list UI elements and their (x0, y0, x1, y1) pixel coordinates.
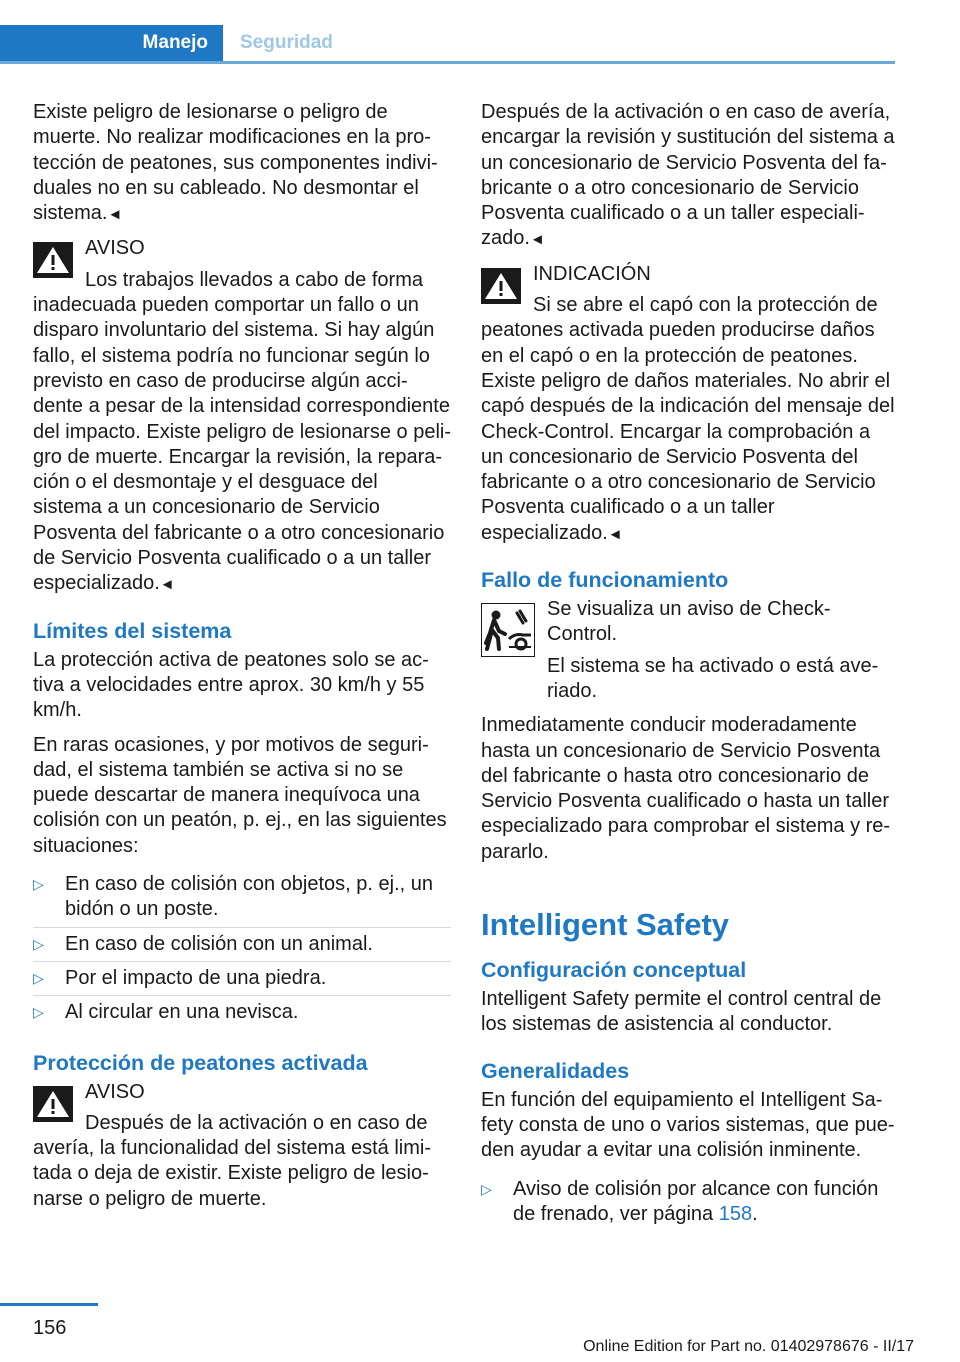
note-block (481, 262, 896, 547)
list-item (33, 868, 451, 928)
warning-title: AVISO (85, 237, 145, 260)
tab-seguridad[interactable]: Seguridad (240, 32, 333, 53)
note-title: INDICACIÓN (533, 262, 651, 285)
pedestrian-protection-icon (481, 603, 535, 657)
section-tabbar (0, 25, 895, 64)
end-marker: ◄ (107, 206, 123, 224)
warning-triangle-icon (33, 1086, 73, 1122)
heading-system-limits: Límites del sistema (33, 618, 232, 643)
heading-general: Generalidades (481, 1058, 630, 1083)
limits-paragraph-1: La protección activa de peatones solo se activa a velocidades entre aprox. 30 km/h y 55 km/h. (33, 648, 429, 722)
malfunction-line-1: Se visualiza un aviso de Check-Control. (547, 598, 831, 646)
note-body (481, 293, 896, 547)
limits-paragraph-2: En raras ocasiones, y por motivos de seguridad, el sistema también se activa si no se puede descartar de manera inequívoca una colisión con un peatón, p. ej., en las siguientes situaciones: (33, 733, 447, 857)
warning-body: Después de la activación o en caso de avería, la funcionalidad del sistema está limitada o deja de existir. Existe peligro de lesionarse o peligro de muerte. (33, 1111, 431, 1210)
concept-paragraph: Intelligent Safety permite el control central de los sistemas de asistencia al conductor. (481, 988, 882, 1036)
bullet-triangle-icon: ▷ (481, 1180, 492, 1197)
list-item-text: Por el impacto de una piedra. (65, 966, 327, 989)
intro-paragraph (33, 100, 451, 227)
bullet-triangle-icon: ▷ (33, 876, 44, 893)
page-link[interactable]: 158 (718, 1202, 753, 1225)
bullet-triangle-icon: ▷ (33, 969, 44, 986)
warning-triangle-icon (33, 242, 73, 278)
tab-manejo[interactable]: Manejo (0, 25, 223, 61)
note-body-text: Si se abre el capó con la protección de peatones activada pueden producirse daños en el capó o en la protección de peatones. Existe peligro de daños materiales. No abrir el capó después de la indicación del mensaje del Check-Control. Encargar la comprobación a un concesionario de Servicio Posventa del fabricante o a otro concesionario de Servicio Posventa cualificado o a un taller especializado. (481, 294, 895, 544)
right-column (481, 100, 896, 1240)
heading-concept: Configuración conceptual (481, 958, 747, 983)
warning-block-1 (33, 236, 451, 597)
list-item (33, 962, 451, 996)
bullet-triangle-icon: ▷ (33, 1004, 44, 1021)
malfunction-line-2: El sistema se ha activado o está averiado. (547, 654, 879, 702)
warning-body-text: Los trabajos llevados a cabo de forma inadecuada pueden comportar un fallo o un disparo involuntario del sistema. Si hay algún fallo, el sistema podría no funcionar según lo previsto en caso de producirse algún accidente a pesar de la intensidad correspondiente del impacto. Existe peligro de lesionarse o peligro de muerte. Encargar la revisión, la reparación o el desmontaje y el desguace del sistema a un concesionario de Servicio Posventa del fabricante o a otro concesionario de Servicio Posventa cualificado o a un taller especializado. (33, 268, 452, 595)
malfunction-block (481, 597, 896, 704)
end-marker: ◄ (159, 576, 175, 594)
page-number: 156 (33, 1317, 67, 1339)
list-item (33, 928, 451, 962)
list-item-period: . (752, 1202, 758, 1225)
list-item-text: Aviso de colisión por alcance con función de frenado, ver página (513, 1177, 879, 1225)
warning-title: AVISO (85, 1080, 145, 1103)
list-item (33, 996, 451, 1029)
end-marker: ◄ (607, 525, 623, 543)
systems-list (481, 1173, 896, 1232)
heading-pedestrian-protection-activated: Protección de peatones activada (33, 1050, 368, 1075)
list-item-text: Al circular en una nevisca. (65, 1001, 299, 1024)
list-item-text: En caso de colisión con un animal. (65, 932, 373, 955)
list-item-text: En caso de colisión con objetos, p. ej., un bidón o un poste. (65, 873, 434, 921)
heading-intelligent-safety: Intelligent Safety (481, 907, 730, 943)
continuation-paragraph (481, 100, 896, 253)
left-column (33, 100, 451, 1221)
malfunction-paragraph: Inmediatamente conducir moderadamente hasta un concesionario de Servicio Posventa del fabricante o hasta otro concesionario de Servicio Posventa cualificado o hasta un taller especializado para comprobar el sistema y repararlo. (481, 714, 891, 863)
bullet-triangle-icon: ▷ (33, 935, 44, 952)
warning-triangle-icon (481, 268, 521, 304)
continuation-text: Después de la activación o en caso de avería, encargar la revisión y sustitución del sistema a un concesionario de Servicio Posventa del fabricante o a otro concesionario de Servicio Posventa cualificado o a un taller especializado. (481, 101, 895, 250)
intro-text: Existe peligro de lesionarse o peligro de muerte. No realizar modificaciones en la protección de peatones, sus componentes individuales no en su cableado. No desmontar el sistema. (33, 101, 438, 225)
warning-block-2 (33, 1080, 451, 1212)
general-paragraph: En función del equipamiento el Intelligent Safety consta de uno o varios sistemas, que pueden ayudar a evitar una colisión inminente. (481, 1088, 895, 1162)
situations-list (33, 868, 451, 1029)
edition-text: Online Edition for Part no. 01402978676 - II/17 (583, 1338, 914, 1355)
heading-malfunction: Fallo de funcionamiento (481, 568, 729, 593)
list-item (481, 1173, 896, 1232)
footer-rule (0, 1303, 98, 1306)
end-marker: ◄ (529, 231, 545, 249)
warning-body (33, 268, 451, 598)
